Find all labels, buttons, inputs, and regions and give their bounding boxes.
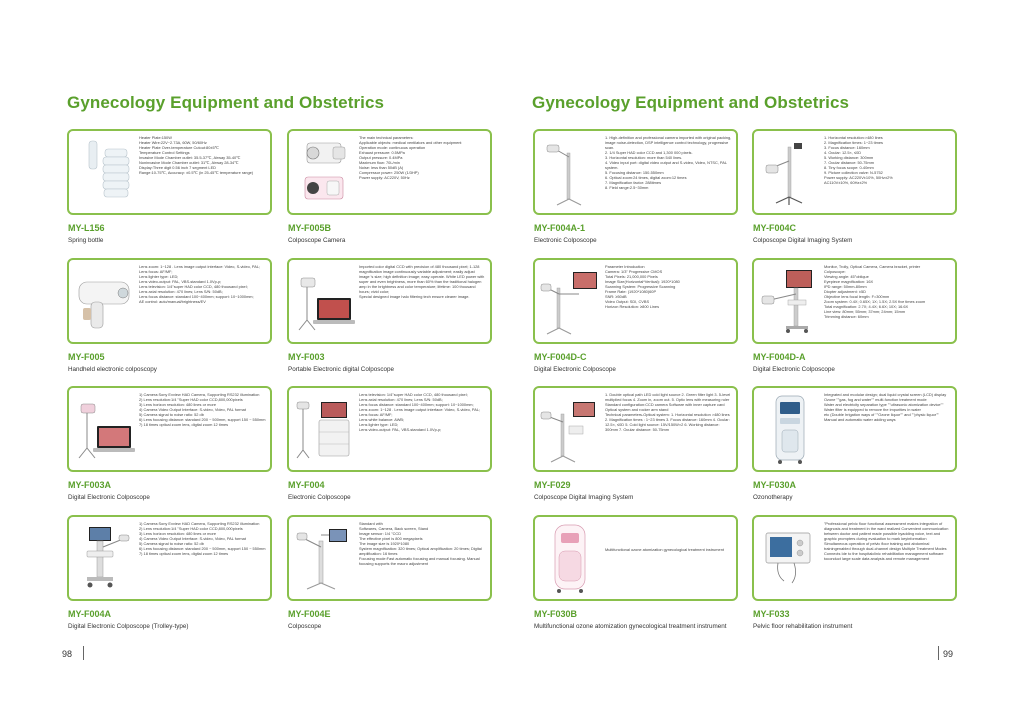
product-name: Colposcope bbox=[288, 623, 322, 630]
spec-line: Standard configuration:CCD camera Software with inner capture card Optical system and rocker arm stand bbox=[605, 402, 725, 412]
product-name: Colposcope Digital Imaging System bbox=[534, 494, 634, 501]
spec-line: Technical parameters-Optical system: 1. Horizontal resolution >480 lines 2. Magnification times : 1~23 times 3. Focus distance: 160mm 4. Ocular: 12.5×, ≤0D 5. Cold light source: 15V/150W×2 6. Working distance: 300mm 7. Ocular distance: 50-75mm bbox=[605, 412, 730, 432]
spec-list bbox=[824, 521, 951, 597]
page-title: Gynecology Equipment and Obstetrics bbox=[67, 93, 385, 112]
product-name: Digital Electronic Colposcope bbox=[534, 366, 616, 373]
spec-line: Camera: 1/3" Progressive CMOS bbox=[605, 269, 663, 274]
spec-line: Heater Plate Over-temperature Cutout:80±5℃ bbox=[139, 145, 220, 150]
spec-line: Range:10-75℃, Accuracy: ±0.5℃ (in 25-45℃ temperature range) bbox=[139, 170, 254, 175]
product-card-my-f004a bbox=[67, 515, 272, 601]
spec-line: 5) Camera signal to noise ratio: 52 db bbox=[139, 541, 204, 546]
spec-line: Heater Wire:22V~2.73A, 60W, 50/60Hz bbox=[139, 140, 207, 145]
ozone-atomization-instrument-image bbox=[539, 521, 601, 595]
spec-line: 9. Picture collection valve: N-5752 bbox=[824, 170, 883, 175]
product-card-my-f004c bbox=[752, 129, 957, 215]
page-title: Gynecology Equipment and Obstetrics bbox=[532, 93, 850, 112]
model-number: MY-F004A bbox=[68, 609, 112, 619]
model-number: MY-F003A bbox=[68, 480, 112, 490]
product-name: Digital Electronic Colposcope (Trolley-type) bbox=[68, 623, 189, 630]
spec-line: Lens focus distance: standard 100~400mm; support: 10~1000mm; bbox=[359, 402, 474, 407]
spec-line: 6) Lens focusing distance: standard 200 ~ 500mm, support 150 ~ 550mm bbox=[139, 417, 266, 422]
model-number: MY-F004D-A bbox=[753, 352, 806, 362]
spec-line: Lens focus: AF/MF; bbox=[139, 269, 173, 274]
spec-line: 2. 1/4 Super HAD color CCD and 1,300 000 pixels. bbox=[605, 150, 693, 155]
model-number: MY-F004D-C bbox=[534, 352, 587, 362]
product-card-my-f005b bbox=[287, 129, 492, 215]
spec-line: Output pressure: 0.4MPa bbox=[359, 155, 403, 160]
spec-line: System magnification: 320 times; Optical amplification: 20 times; Digital amplification: 16 times bbox=[359, 546, 482, 556]
spec-line: Water filter is equipped to remove the impurities in water bbox=[824, 407, 921, 412]
product-card-my-f030a bbox=[752, 386, 957, 472]
spec-line: 5) Camera signal to noise ratio: 52 db bbox=[139, 412, 204, 417]
colposcope-imaging-arm-image bbox=[539, 392, 601, 466]
spec-line: 7. Magnification factor: 288times bbox=[605, 180, 662, 185]
spec-list bbox=[139, 264, 266, 340]
digital-colposcope-image bbox=[73, 392, 135, 466]
spec-line: Exhaust pressure: 0.5MPa bbox=[359, 150, 405, 155]
model-number: MY-F030B bbox=[534, 609, 578, 619]
product-card-my-f005 bbox=[67, 258, 272, 344]
product-name: Digital Electronic Colposcope bbox=[753, 366, 835, 373]
spec-list bbox=[605, 392, 732, 468]
pelvic-floor-instrument-image bbox=[758, 521, 820, 595]
right-page bbox=[512, 0, 1024, 724]
spec-line: Diopter adjustment: ±5D bbox=[824, 289, 866, 294]
spec-line: 4) Camera Video Output Interface: S-video, Video, PAL format bbox=[139, 407, 246, 412]
product-name: Ozonotherapy bbox=[753, 494, 793, 501]
product-name: Digital Electronic Colposcope bbox=[68, 494, 150, 501]
spec-line: Colposcope: bbox=[824, 269, 846, 274]
spec-line: SNR: ≥50dB bbox=[605, 294, 627, 299]
product-card-my-f030b bbox=[533, 515, 738, 601]
model-number: MY-F004C bbox=[753, 223, 797, 233]
page-number-divider bbox=[938, 646, 939, 660]
product-card-my-f004 bbox=[287, 386, 492, 472]
product-name: Portable Electronic digital Colposcope bbox=[288, 366, 395, 373]
page-number: 99 bbox=[943, 649, 954, 659]
spec-line: 4) Camera Video Output Interface: S-video, Video, PAL format bbox=[139, 536, 246, 541]
spec-line: Operation mode: continuous operation bbox=[359, 145, 426, 150]
spec-line: etc (Double Irrigation ways of ""Ozone liquor"" and ""physic liquor"" bbox=[824, 412, 939, 417]
spec-line: 4. Ocular: 12.5×, ≤0D bbox=[824, 150, 862, 155]
spec-line: Heater Plate:150W bbox=[139, 135, 172, 140]
spec-line: Noninvasive Mode Chamber outlet: 31℃, Airway 28-34℃ bbox=[139, 160, 239, 165]
product-card-my-f003a bbox=[67, 386, 272, 472]
spec-line: Total magnification: 2.7X; 4.4X; 6.6X; 10X; 16.6X bbox=[824, 304, 909, 309]
spec-line: Zoom system: 0.4X; 0.65X; 1X; 1.5X; 2.5X five times zoom bbox=[824, 299, 926, 304]
spec-list bbox=[824, 264, 951, 340]
spec-line: Lens axial resolution: 470 lines; Lens S/N: 50dB; bbox=[139, 289, 223, 294]
spec-list bbox=[139, 135, 266, 211]
page-number: 98 bbox=[62, 649, 73, 659]
spec-line: AE control: auto/manual/brightness/EV bbox=[139, 299, 206, 304]
spec-line: Trimming distance: 60mm bbox=[824, 314, 869, 319]
spec-line: Objective lens focal length: F=300mm bbox=[824, 294, 890, 299]
spec-line: 2. Magnification times: 1~23 times bbox=[824, 140, 883, 145]
spec-line: AC110V±10%, 60Hz±2% bbox=[824, 180, 868, 185]
spec-line: Lens zoom: 1~128 . Lens image output interface: Video, S-video, PAL; bbox=[139, 264, 261, 269]
colposcope-stand-image bbox=[293, 521, 355, 595]
spec-list bbox=[359, 392, 486, 468]
spec-line: Lens video-output: PAL, VBS-standard 1.0Vp-p; bbox=[359, 427, 442, 432]
product-name: Handheld electronic colposcopy bbox=[68, 366, 157, 373]
spec-line: Lens focus: AF/MF; bbox=[359, 412, 393, 417]
model-number: MY-F030A bbox=[753, 480, 797, 490]
colposcope-camera-image bbox=[293, 135, 355, 209]
spec-line: Lens white balance: AWB; bbox=[359, 417, 405, 422]
spec-line: IPD range: 50mm-80mm bbox=[824, 284, 867, 289]
product-card-my-f004d-a bbox=[752, 258, 957, 344]
spec-line: 1. Double optical path LED cold light source 2. Green filter light 3. 5-level multiplied focus 4. Zoom in, zoom out. 5. Optic lens with measuring ruler bbox=[605, 392, 731, 402]
spec-line: Compressor power: 250W (1/3HP) bbox=[359, 170, 419, 175]
spec-line: Manual and automatic water adding ways bbox=[824, 417, 896, 422]
spec-line: 2) Lens resolution:1/4 "Super HAD color CCD,800,000pixels bbox=[139, 397, 243, 402]
model-number: MY-L156 bbox=[68, 223, 105, 233]
spec-line: Lens video-output: PAL, VBS-standard 1.0Vp-p; bbox=[139, 279, 222, 284]
model-number: MY-F003 bbox=[288, 352, 325, 362]
spec-line: Applicable objects: medical ventilators and other equipment bbox=[359, 140, 462, 145]
spec-line: Maximum flow: 70L/min bbox=[359, 160, 400, 165]
spec-line: Ozone ""gas, fog and water"" multi-function treatment mode bbox=[824, 397, 927, 402]
spec-line: 3) Lens horizon resolution: 480 lines or more bbox=[139, 531, 216, 536]
spec-line: Lens television: 1/4"super HAD color CCD, 480 thousand pixel; bbox=[359, 392, 468, 397]
spec-line: 1) Camera:Sony Exview HAD Camera, Supporting RS232 illumination bbox=[139, 521, 260, 526]
spec-line: Lens lighter type: LED; bbox=[139, 274, 179, 279]
spec-line: 7) 18 times optical zoom lens, digital zoom 12 times bbox=[139, 551, 229, 556]
spec-line: Eyepiece magnification: 16X bbox=[824, 279, 874, 284]
product-card-my-f033 bbox=[752, 515, 957, 601]
digital-colposcope-arm-image bbox=[539, 264, 601, 338]
product-card-my-f003 bbox=[287, 258, 492, 344]
spec-line: Power supply: AC220V, 50Hz bbox=[359, 175, 410, 180]
model-number: MY-F004E bbox=[288, 609, 331, 619]
model-number: MY-F004A-1 bbox=[534, 223, 586, 233]
product-name: Multifunctional ozone atomization gynecological treatment instrument bbox=[534, 623, 727, 630]
spec-line: The image size is 1920*1080 bbox=[359, 541, 410, 546]
spec-line: 1) Camera:Sony Exview HAD Camera, Supporting RS232 illumination bbox=[139, 392, 260, 397]
spec-list bbox=[824, 392, 951, 468]
spec-line: Viewing angle: 45°oblique bbox=[824, 274, 869, 279]
product-name: Pelvic floor rehabilitation instrument bbox=[753, 623, 853, 630]
spec-line: 2) Lens resolution:1/4 "Super HAD color CCD,800,000pixels bbox=[139, 526, 243, 531]
spec-line: Lens zoom: 1~128 . Lens image output interface: Video, S-video, PAL; bbox=[359, 407, 481, 412]
product-name: Colposcope Camera bbox=[288, 237, 346, 244]
spec-line: Video Output: SDI, CVBS bbox=[605, 299, 650, 304]
digital-colposcope-trolley-image bbox=[758, 264, 820, 338]
model-number: MY-F004 bbox=[288, 480, 325, 490]
product-name: Electronic Colposcope bbox=[534, 237, 597, 244]
spec-line: Monitor, Trolly, Optical Camera, Camera bracket, printer bbox=[824, 264, 921, 269]
product-card-my-f004d-c bbox=[533, 258, 738, 344]
spec-line: Lens lighter type: LED; bbox=[359, 422, 399, 427]
spec-line: 1. Horizontal resolution:>480 lines bbox=[824, 135, 883, 140]
spec-line: 3. Focus distance: 160mm bbox=[824, 145, 870, 150]
portable-colposcope-image bbox=[293, 264, 355, 338]
spec-line: Invasive Mode Chamber outlet: 35.5-37℃, Airway 35-40℃ bbox=[139, 155, 241, 160]
spec-list bbox=[824, 135, 951, 211]
spec-list bbox=[605, 135, 732, 211]
product-name: Spring bottle bbox=[68, 237, 104, 244]
spec-list bbox=[359, 135, 486, 211]
spec-line: 3. Horizontal resolution: more than 540 lines. bbox=[605, 155, 683, 160]
product-card-my-l156 bbox=[67, 129, 272, 215]
spec-list bbox=[605, 547, 732, 597]
product-card-my-f004a-1 bbox=[533, 129, 738, 215]
product-name: Colposcope Digital Imaging System bbox=[753, 237, 853, 244]
spec-line: Display:Three digit 0.56 inch 7 segment LED bbox=[139, 165, 216, 170]
spec-line: Imported color digital CCD with precision of 480 thousand pixel; 1-128 magnification image continuously variable adjustment; easily adjust image 's size; high definition image; easy operate. White LED power with super and even brightness, more than 60% than the traditional halogen amp in the brightness and color temperature; lifetime: 100 thousand hours; vivid color; bbox=[359, 264, 485, 294]
product-card-my-f029 bbox=[533, 386, 738, 472]
electronic-colposcope-stand-image bbox=[539, 135, 601, 209]
colposcope-imaging-system-image bbox=[758, 135, 820, 209]
spec-line: Special designed image halo filtering tech ensure clearer image. bbox=[359, 294, 470, 299]
spec-line: Horizon Resolution: ≥800 Lines bbox=[605, 304, 660, 309]
spec-line: Scanning System: Progressive Scanning bbox=[605, 284, 676, 289]
spec-line: 8. Tiny focus scope: 0-40mm bbox=[824, 165, 874, 170]
spec-line: 6) Lens focusing distance: standard 200 ~ 500mm, support 150 ~ 550mm bbox=[139, 546, 266, 551]
spec-line: The main technical parameters: bbox=[359, 135, 414, 140]
spec-list bbox=[139, 521, 266, 597]
spec-line: Multifunctional ozone atomization gynecological treatment instrument bbox=[605, 547, 724, 552]
model-number: MY-F033 bbox=[753, 609, 790, 619]
spec-line: 7) 18 times optical zoom lens, digital zoom 12 times bbox=[139, 422, 229, 427]
spec-line: 5. Focusing distance: 150-550mm bbox=[605, 170, 664, 175]
model-number: MY-F005 bbox=[68, 352, 105, 362]
spec-line: "Professional pelvic floor functional assessment makes integration of diagnosis and treatment in the ward realized Convenient communication between doctor and patient made possible byadding voice, text and graphic prompters during evaluation to mark keyinformation Simultaneous operation of pelvic floor training and abdominal trainingenabled through dual-channel design Multiple Treatment Modes Connects Ide to the hospitalclinic rehabilitation management software toconduct large scale data analysis and remote management bbox=[824, 521, 949, 561]
spec-line: 6. Optical zoom:24 times, digital zoom:12 times bbox=[605, 175, 687, 180]
spec-list bbox=[359, 521, 486, 597]
ozonotherapy-machine-image bbox=[758, 392, 820, 466]
product-name: Electronic Colposcope bbox=[288, 494, 351, 501]
spec-list bbox=[359, 264, 486, 340]
spec-line: Softwares, Camera, Back screen, Stand bbox=[359, 526, 429, 531]
spec-line: Frame Rate: (1920*1080)60P bbox=[605, 289, 657, 294]
spec-line: 8. Field range:2.5~30mm bbox=[605, 185, 649, 190]
spec-line: 7. Ocular distance: 50-75mm bbox=[824, 160, 874, 165]
electronic-colposcope-image bbox=[293, 392, 355, 466]
spec-list bbox=[605, 264, 732, 340]
spec-line: Line view: 80mm; 55mm; 37mm; 24mm; 15mm bbox=[824, 309, 906, 314]
spec-line: Temperature Control Settings bbox=[139, 150, 190, 155]
spec-list bbox=[139, 392, 266, 468]
spec-line: The effective pixel is 800 megapixels bbox=[359, 536, 423, 541]
page-number-divider bbox=[83, 646, 84, 660]
spec-line: 5. Working distance: 300mm bbox=[824, 155, 874, 160]
handheld-colposcope-image bbox=[73, 264, 135, 338]
spec-line: Lens axial resolution: 470 lines; Lens S/N: 50dB; bbox=[359, 397, 443, 402]
spec-line: Standard with bbox=[359, 521, 383, 526]
model-number: MY-F029 bbox=[534, 480, 571, 490]
spec-line: Parameter Introduction bbox=[605, 264, 645, 269]
spec-line: 3) Lens horizon resolution: 480 lines or more bbox=[139, 402, 216, 407]
spec-line: Power supply: AC220V±10%, 50Hz±2% bbox=[824, 175, 893, 180]
spec-line: Image Size(Horizontal*Vertical): 1920*1080 bbox=[605, 279, 680, 284]
spec-line: Total Pixels: 21,000,000 Pixels bbox=[605, 274, 658, 279]
spec-line: Noise: less than 50dB (A) bbox=[359, 165, 404, 170]
spec-line: Lens focus distance: standard 100~400mm; support: 10~1000mm; bbox=[139, 294, 254, 299]
model-number: MY-F005B bbox=[288, 223, 332, 233]
spec-line: 1. High-definition and professional camera imported with original packing, image noise-detection, DSP intelligence control technology, progressive scan. bbox=[605, 135, 732, 150]
trolley-colposcope-image bbox=[73, 521, 135, 595]
spec-line: Water and electricity separation type ""ultrasonic atomization device"" bbox=[824, 402, 944, 407]
spec-line: Focusing mode:Fast automatic focusing and manual focusing. Manual focusing supports the macro adjustment bbox=[359, 556, 480, 566]
spec-line: Lens television: 1/4"super HAD color CCD, 480 thousand pixel; bbox=[139, 284, 248, 289]
spec-line: 4. Video input port: digital video output and S-video, Video, NTSC, PAL system. bbox=[605, 160, 727, 170]
spec-line: Integrated and modular design; dual liquid crystal screen (LCD) display bbox=[824, 392, 947, 397]
spring-bottle-image bbox=[73, 135, 135, 209]
spec-line: Image sensor: 1/4 "CCD bbox=[359, 531, 402, 536]
product-card-my-f004e bbox=[287, 515, 492, 601]
